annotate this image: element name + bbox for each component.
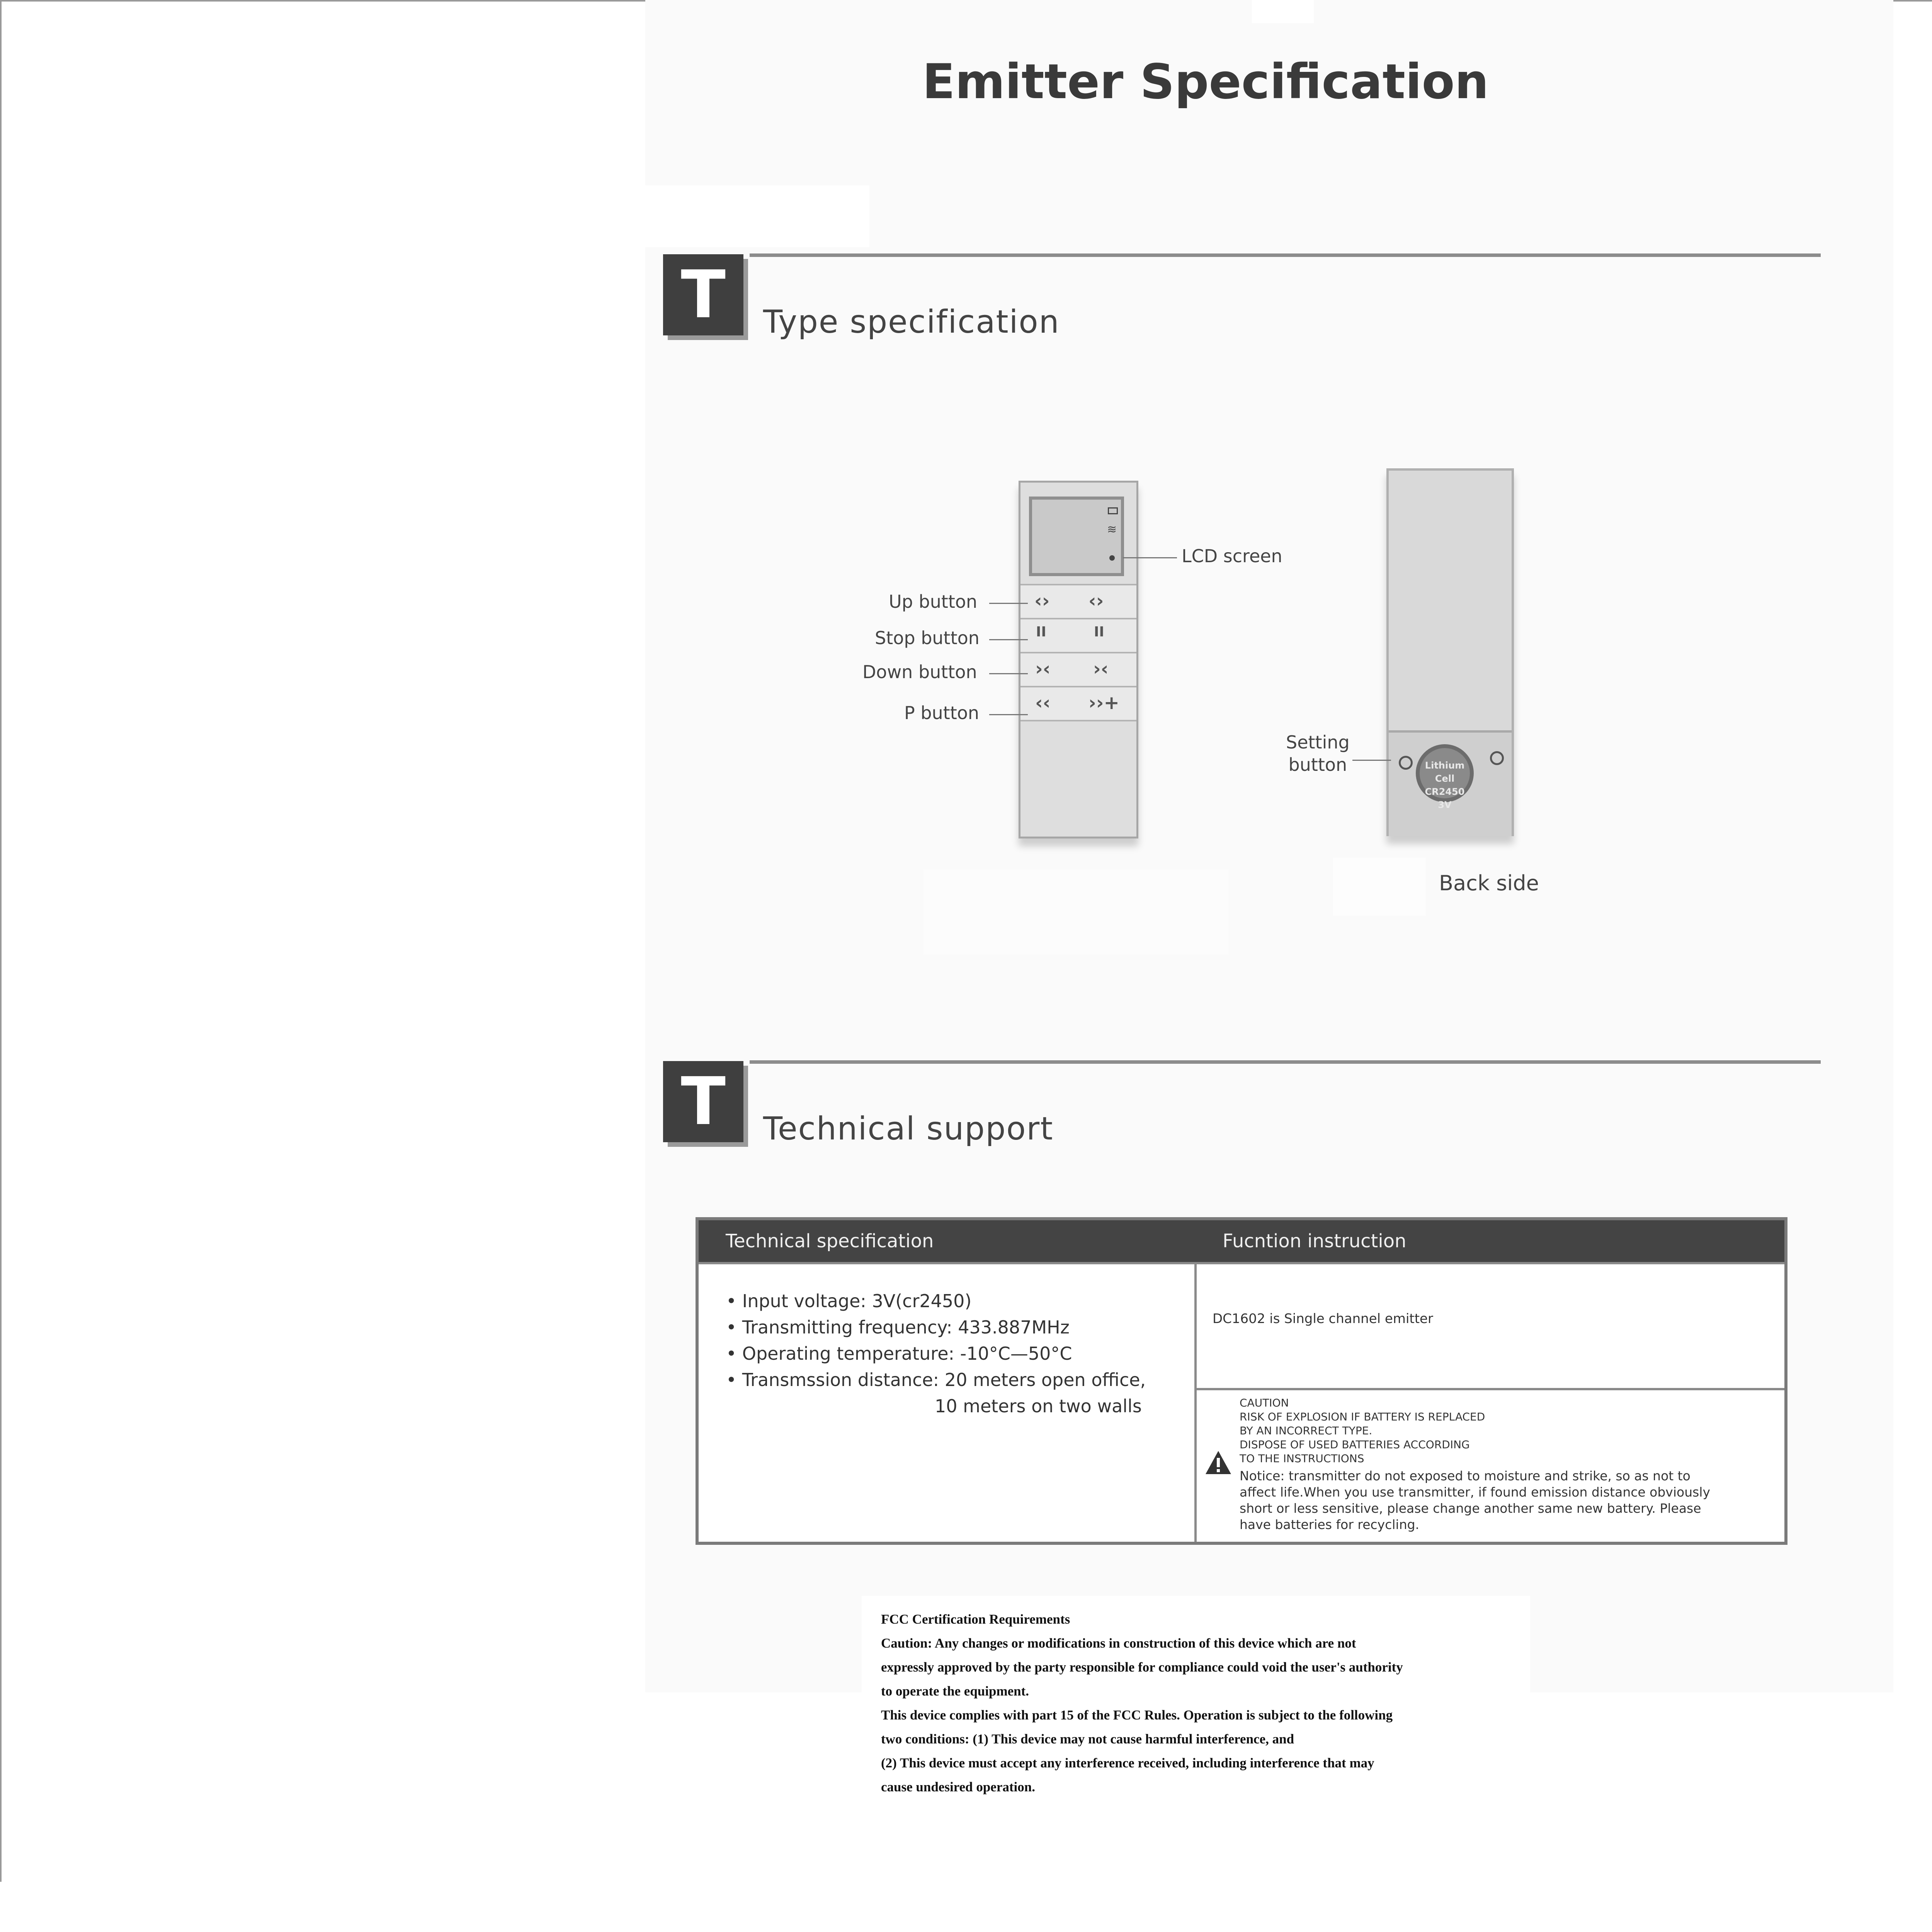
spec-item: • Operating temperature: -10°C—50°C bbox=[726, 1340, 1194, 1367]
stop-right-symbol: II bbox=[1094, 624, 1104, 640]
header-technical-spec: Technical specification bbox=[697, 1219, 1196, 1263]
stop-button-row bbox=[1020, 618, 1136, 653]
fcc-line: (2) This device must accept any interference received, including interference that may bbox=[881, 1755, 1374, 1770]
caution-line: BY AN INCORRECT TYPE. bbox=[1240, 1424, 1372, 1437]
down-leader-line bbox=[989, 673, 1028, 674]
coin-battery bbox=[1416, 744, 1474, 810]
fcc-line: cause undesired operation. bbox=[881, 1779, 1035, 1794]
warning-triangle-icon bbox=[1205, 1396, 1240, 1533]
caution-cell bbox=[1196, 1389, 1786, 1543]
screw-icon bbox=[1490, 751, 1504, 765]
battery-label-3: 3V bbox=[1438, 799, 1452, 810]
notice-line: have batteries for recycling. bbox=[1240, 1517, 1420, 1532]
setting-leader-line bbox=[1352, 760, 1391, 761]
caution-line: DISPOSE OF USED BATTERIES ACCORDING bbox=[1240, 1438, 1470, 1451]
lcd-leader-line bbox=[1123, 557, 1177, 558]
down-right-symbol: ›‹ bbox=[1093, 658, 1109, 680]
section-title-tech-support: Technical support bbox=[763, 1111, 1054, 1147]
spec-table bbox=[696, 1217, 1787, 1545]
spec-cell bbox=[697, 1263, 1196, 1543]
header-function-instruction: Fucntion instruction bbox=[1196, 1219, 1786, 1263]
remote-back bbox=[1386, 468, 1514, 836]
spec-item: • Input voltage: 3V(cr2450) bbox=[726, 1288, 1194, 1314]
battery-indicator-icon bbox=[1108, 507, 1118, 514]
section-rule-2 bbox=[750, 1060, 1821, 1064]
battery-compartment bbox=[1389, 730, 1512, 836]
label-down-button: Down button bbox=[862, 662, 977, 682]
down-left-symbol: ›‹ bbox=[1035, 658, 1051, 680]
up-button-row bbox=[1020, 584, 1136, 619]
blank-caption-area bbox=[923, 869, 1229, 954]
p-leader-line bbox=[989, 714, 1028, 715]
caution-line: CAUTION bbox=[1240, 1396, 1289, 1409]
page-left-border bbox=[0, 0, 2, 1882]
label-back-side: Back side bbox=[1439, 871, 1539, 895]
p-left-symbol: ‹‹ bbox=[1035, 692, 1051, 714]
setting-button-dot bbox=[1399, 756, 1413, 770]
lcd-indicator-dot bbox=[1109, 555, 1115, 561]
label-setting-line1: Setting bbox=[1286, 732, 1350, 753]
signal-icon: ≋ bbox=[1107, 523, 1117, 536]
p-right-symbol: ››+ bbox=[1088, 692, 1119, 714]
function-cell bbox=[1196, 1263, 1786, 1389]
notice-line: affect life.When you use transmitter, if found emission distance obviously bbox=[1240, 1485, 1711, 1500]
p-button-row bbox=[1020, 686, 1136, 721]
lcd-screen bbox=[1029, 497, 1124, 576]
fcc-notice bbox=[862, 1596, 1530, 1812]
function-text: DC1602 is Single channel emitter bbox=[1213, 1311, 1433, 1327]
spec-continuation: 10 meters on two walls bbox=[935, 1396, 1142, 1417]
fcc-line: FCC Certification Requirements bbox=[881, 1612, 1070, 1627]
ghost-panel bbox=[348, 185, 869, 247]
fcc-line: expressly approved by the party responsible for compliance could void the user's authority bbox=[881, 1660, 1403, 1675]
label-stop-button: Stop button bbox=[875, 628, 980, 648]
label-setting-line2: button bbox=[1288, 754, 1347, 775]
up-leader-line bbox=[989, 603, 1028, 604]
stop-left-symbol: II bbox=[1036, 624, 1046, 640]
fcc-line: This device complies with part 15 of the FCC Rules. Operation is subject to the following bbox=[881, 1708, 1393, 1723]
label-p-button: P button bbox=[904, 702, 980, 723]
remote-front bbox=[1019, 481, 1138, 838]
section-title-type-spec: Type specification bbox=[763, 304, 1060, 340]
ghost-strip bbox=[1430, 1816, 1932, 1862]
fcc-line: Caution: Any changes or modifications in construction of this device which are not bbox=[881, 1636, 1356, 1651]
label-up-button: Up button bbox=[889, 591, 978, 612]
top-gap bbox=[1252, 0, 1314, 23]
label-lcd-screen: LCD screen bbox=[1182, 546, 1282, 566]
down-button-row bbox=[1020, 652, 1136, 687]
notice-line: Notice: transmitter do not exposed to moisture and strike, so as not to bbox=[1240, 1468, 1690, 1483]
caution-line: TO THE INSTRUCTIONS bbox=[1240, 1452, 1364, 1465]
spec-list bbox=[726, 1288, 1194, 1393]
battery-label-1: Lithium Cell bbox=[1425, 760, 1465, 784]
caution-line: RISK OF EXPLOSION IF BATTERY IS REPLACED bbox=[1240, 1410, 1485, 1423]
spec-item: • Transmssion distance: 20 meters open office, bbox=[726, 1367, 1194, 1393]
up-left-symbol: ‹› bbox=[1034, 590, 1050, 612]
section-rule bbox=[750, 253, 1821, 257]
spec-item: • Transmitting frequency: 433.887MHz bbox=[726, 1314, 1194, 1340]
blank-label-area bbox=[1333, 858, 1426, 916]
fcc-line: to operate the equipment. bbox=[881, 1684, 1029, 1699]
label-setting-button bbox=[1286, 731, 1350, 776]
fcc-line: two conditions: (1) This device may not cause harmful interference, and bbox=[881, 1731, 1294, 1747]
battery-label-2: CR2450 bbox=[1425, 786, 1465, 797]
section-t-icon-2: T bbox=[663, 1061, 743, 1142]
section-t-icon: T bbox=[663, 254, 743, 335]
page-title: Emitter Specification bbox=[922, 54, 1489, 110]
up-right-symbol: ‹› bbox=[1088, 590, 1104, 612]
notice-line: short or less sensitive, please change another same new battery. Please bbox=[1240, 1501, 1701, 1516]
stop-leader-line bbox=[989, 639, 1028, 640]
